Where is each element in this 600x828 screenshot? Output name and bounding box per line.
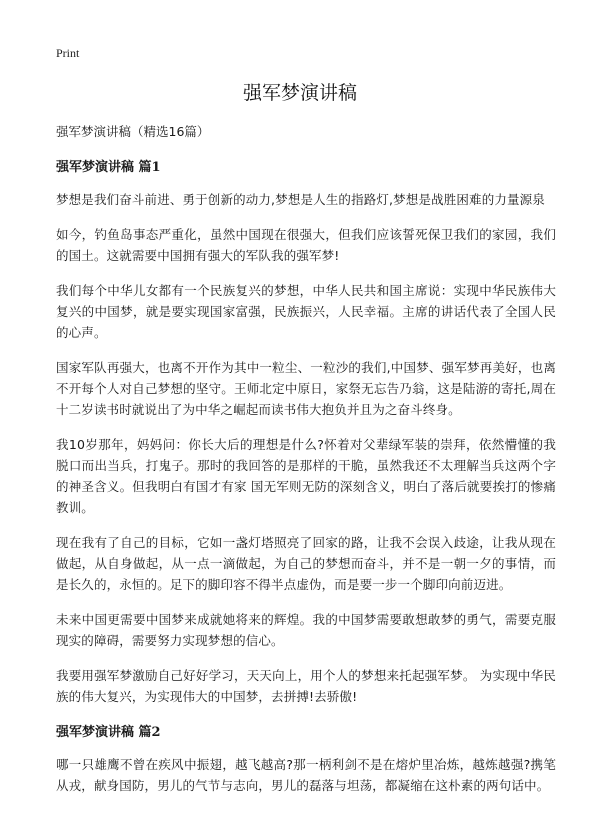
paragraph: 未来中国更需要中国梦来成就她将来的辉煌。我的中国梦需要敢想敢梦的勇气，需要克服现实的障碍，需要努力实现梦想的信心。: [56, 612, 556, 648]
document-subtitle: 强军梦演讲稿（精选16篇）: [56, 124, 210, 139]
section-2: [56, 721, 556, 796]
document-title: 强军梦演讲稿: [242, 82, 357, 104]
print-link[interactable]: Print: [56, 46, 80, 60]
paragraph: 我们每个中华儿女都有一个民族复兴的梦想，中华人民共和国主席说：实现中华民族伟大复兴的中国梦，就是要实现国家富强，民族振兴，人民幸福。主席的讲话代表了全国人民的心声。: [56, 283, 556, 340]
paragraph: 哪一只雄鹰不曾在疾风中振翅，越飞越高?那一柄利剑不是在熔炉里冶炼，越炼越强?携笔从戎，献身国防，男儿的气节与志向，男儿的磊落与坦荡，都凝缩在这朴素的两句话中。: [56, 757, 556, 793]
paragraph: 国家军队再强大，也离不开作为其中一粒尘、一粒沙的我们,中国梦、强军梦再美好，也离不开每个人对自己梦想的坚守。王师北定中原日，家祭无忘告乃翁，这是陆游的寄托,周在十二岁读书时就说出了为中华之崛起而读书伟大抱负并且为之奋斗终身。: [56, 360, 556, 417]
section-heading: 强军梦演讲稿 篇1: [56, 160, 161, 175]
paragraph: 梦想是我们奋斗前进、勇于创新的动力,梦想是人生的指路灯,梦想是战胜困难的力量源泉: [56, 192, 545, 207]
section-heading: 强军梦演讲稿 篇2: [56, 725, 161, 740]
paragraph: 现在我有了自己的目标，它如一盏灯塔照亮了回家的路，让我不会误入歧途，让我从现在做起，从自身做起，从一点一滴做起，为自己的梦想而奋斗，并不是一朝一夕的事情，而是长久的，永恒的。足下的脚印容不得半点虚伪，而是要一步一个脚印向前迈进。: [56, 535, 556, 592]
paragraph: 如今，钓鱼岛事态严重化，虽然中国现在很强大，但我们应该誓死保卫我们的家园，我们的国土。这就需要中国拥有强大的军队我的强军梦!: [56, 227, 556, 263]
paragraph: 我要用强军梦激励自己好好学习，天天向上，用个人的梦想来托起强军梦。 为实现中华民族的伟大复兴，为实现伟大的中国梦，去拼搏!去骄傲!: [56, 668, 556, 704]
section-1: [56, 156, 556, 707]
paragraph: 我10岁那年，妈妈问：你长大后的理想是什么?怀着对父辈绿军装的崇拜，依然懵懂的我脱口而出当兵，打鬼子。那时的我回答的是那样的干脆，虽然我还不太理解当兵这两个字的神圣含义。但我明白有国才有家 国无军则无防的深刻含义，明白了落后就要挨打的惨痛教训。: [56, 437, 556, 515]
document-body: [56, 122, 556, 810]
